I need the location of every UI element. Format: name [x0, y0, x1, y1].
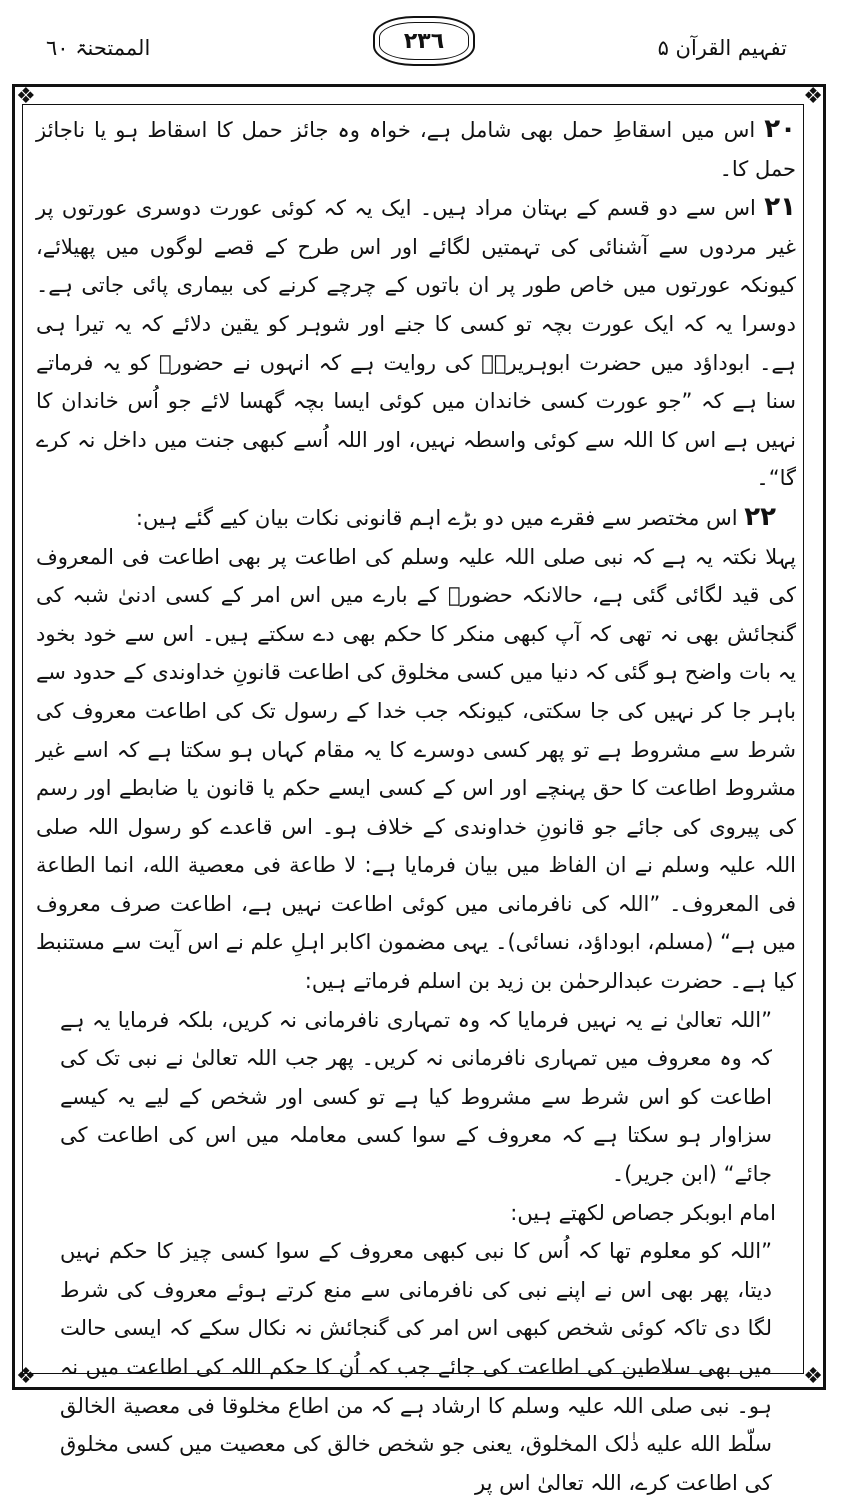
page-header — [0, 0, 841, 82]
corner-ornament-icon: ❖ — [16, 1364, 36, 1389]
book-title: تفہیم القرآن ۵ — [657, 36, 787, 60]
commentary-body — [36, 110, 796, 1502]
page-number: ٢٣٦ — [373, 16, 475, 66]
block-quote: ”اللہ تعالیٰ نے یہ نہیں فرمایا کہ وہ تمہاری نافرمانی نہ کریں، بلکہ فرمایا یہ ہے کہ وہ معروف میں تمہاری نافرمانی نہ کریں۔ پھر جب اللہ تعالیٰ نے نبی تک کی اطاعت کو اس شرط سے مشروط کیا ہے تو کسی اور شخص کے لیے یہ کیسے سزاوار ہو سکتا ہے کہ معروف کے سوا کسی معاملہ میں اس کی اطاعت کی جائے“ (ابن جریر)۔ — [60, 1007, 772, 1187]
footnote-21: ۲۱ اس سے دو قسم کے بہتان مراد ہیں۔ ایک یہ کہ کوئی عورت دوسری عورتوں پر غیر مردوں سے آشنائی کی تہمتیں لگائے اور اس طرح کے قصے لوگوں میں پھیلائے، کیونکہ عورتوں میں خاص طور پر ان باتوں کے چرچے کرنے کی بیماری پائی جاتی ہے۔ دوسرا یہ کہ ایک عورت بچہ تو کسی کا جنے اور شوہر کو یقین دلائے کہ یہ تیرا ہی ہے۔ ابوداؤد میں حضرت ابوہریرہؓ کی روایت ہے کہ انہوں نے حضورؐ کو یہ فرماتے سنا ہے کہ ”جو عورت کسی خاندان میں کوئی ایسا بچہ گھسا لائے جو اُس خاندان کا نہیں ہے اس کا اللہ سے کوئی واسطہ نہیں، اور اللہ اُسے کبھی جنت میں داخل نہ کرے گا“۔ — [36, 192, 796, 491]
paragraph: پہلا نکتہ یہ ہے کہ نبی صلی اللہ علیہ وسلم کی اطاعت پر بھی اطاعت فی المعروف کی قید لگائی گئی ہے، حالانکہ حضورؐ کے بارے میں اس امر کے کسی ادنیٰ شبہ کی گنجائش بھی نہ تھی کہ آپ کبھی منکر کا حکم بھی دے سکتے ہیں۔ اس سے خود بخود یہ بات واضح ہو گئی کہ دنیا میں کسی مخلوق کی اطاعت قانونِ خداوندی کے حدود سے باہر جا کر نہیں کی جا سکتی، کیونکہ جب خدا کے رسول تک کی اطاعت معروف کی شرط سے مشروط ہے تو پھر کسی دوسرے کا یہ مقام کہاں ہو سکتا ہے کہ اسے غیر مشروط اطاعت کا حق پہنچے اور اس کے کسی ایسے حکم یا قانون یا ضابطے اور رسم کی پیروی کی جائے جو قانونِ خداوندی کے خلاف ہو۔ اس قاعدے کو رسول اللہ صلی اللہ علیہ وسلم نے ان الفاظ میں بیان فرمایا ہے: لا طاعة فی معصیة الله، انما الطاعة فی المعروف۔ ”اللہ کی نافرمانی میں کوئی اطاعت نہیں ہے، اطاعت صرف معروف میں ہے“ (مسلم، ابوداؤد، نسائی)۔ یہی مضمون اکابر اہلِ علم نے اس آیت سے مستنبط کیا ہے۔ حضرت عبدالرحمٰن بن زید بن اسلم فرماتے ہیں: — [36, 544, 796, 994]
block-quote: ”اللہ کو معلوم تھا کہ اُس کا نبی کبھی معروف کے سوا کسی چیز کا حکم نہیں دیتا، پھر بھی اس نے اپنے نبی کی نافرمانی سے منع کرتے ہوئے معروف کی شرط لگا دی تاکہ کوئی شخص کبھی اس امر کی گنجائش نہ نکال سکے کہ ایسی حالت میں بھی سلاطین کی اطاعت کی جائے جب کہ اُن کا حکم اللہ کی اطاعت میں نہ ہو۔ نبی صلی اللہ علیہ وسلم کا ارشاد ہے کہ من اطاع مخلوقا فی معصیة الخالق سلّط الله علیه ذٰلک المخلوق، یعنی جو شخص خالق کی معصیت میں کسی مخلوق کی اطاعت کرے، اللہ تعالیٰ اس پر — [60, 1239, 772, 1495]
corner-ornament-icon: ❖ — [803, 1364, 823, 1389]
footnote-22: ۲۲ اس مختصر سے فقرے میں دو بڑے اہم قانونی نکات بیان کیے گئے ہیں: — [135, 501, 776, 532]
corner-ornament-icon: ❖ — [16, 84, 36, 109]
footnote-20: ۲۰ اس میں اسقاطِ حمل بھی شامل ہے، خواہ وہ جائز حمل کا اسقاط ہو یا ناجائز حمل کا۔ — [36, 114, 796, 181]
paragraph: امام ابوبکر جصاص لکھتے ہیں: — [510, 1200, 776, 1225]
surah-title: الممتحنۃ ٦٠ — [46, 36, 151, 60]
corner-ornament-icon: ❖ — [803, 84, 823, 109]
